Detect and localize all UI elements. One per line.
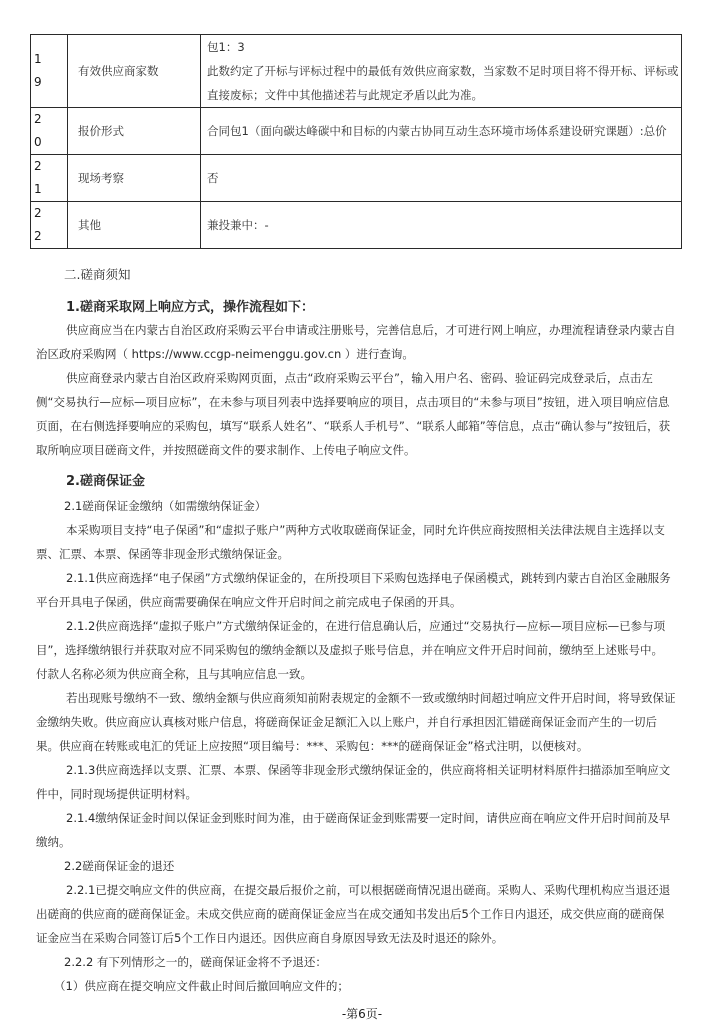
list-item: （1）供应商在提交响应文件截止时间后撤回响应文件的； xyxy=(54,979,349,993)
paragraph: 侧“交易执行—应标—项目应标”，在未参与项目列表中选择要响应的项目，点击项目的“未参与项目”按钮，进入项目响应信息 xyxy=(36,395,670,409)
row-label: 现场考察 xyxy=(68,155,201,202)
paragraph: 平台开具电子保函，供应商需要确保在响应文件开启时间之前完成电子保函的开具。 xyxy=(36,595,462,609)
subheading: 2.1磋商保证金缴纳（如需缴纳保证金） xyxy=(64,499,267,513)
table-row xyxy=(31,35,682,108)
heading-online-response: 1.磋商采取网上响应方式，操作流程如下： xyxy=(66,300,314,315)
heading-deposit: 2.磋商保证金 xyxy=(66,474,145,489)
row-number: 2 2 xyxy=(31,202,68,249)
row-number: 2 0 xyxy=(31,108,68,155)
paragraph: 2.1.2供应商选择“虚拟子账户”方式缴纳保证金的，在进行信息确认后，应通过“交易执行—应标—项目应标—已参与项 xyxy=(66,619,666,633)
subheading: 2.2磋商保证金的退还 xyxy=(64,859,175,873)
paragraph: 页面，在右侧选择要响应的采购包，填写“联系人姓名”、“联系人手机号”、“联系人邮箱”等信息，点击“确认参与”按钮后，获 xyxy=(36,419,671,433)
table-row xyxy=(31,155,682,202)
paragraph: 票、汇票、本票、保函等非现金形式缴纳保证金。 xyxy=(36,547,289,561)
table-row xyxy=(31,108,682,155)
info-table xyxy=(30,34,682,249)
paragraph: 付款人名称必须为供应商全称，且与其响应信息一致。 xyxy=(36,667,312,681)
paragraph: 2.1.4缴纳保证金时间以保证金到账时间为准，由于磋商保证金到账需要一定时间，请供应商在响应文件开启时间前及早 xyxy=(66,811,671,825)
row-label: 报价形式 xyxy=(68,108,201,155)
paragraph: 本采购项目支持“电子保函”和“虚拟子账户”两种方式收取磋商保证金，同时允许供应商按照相关法律法规自主选择以支 xyxy=(66,523,665,537)
page-number: -第6页- xyxy=(341,1007,383,1021)
row-value: 否 xyxy=(201,155,682,202)
row-label: 有效供应商家数 xyxy=(68,35,201,108)
paragraph: 果。供应商在转账或电汇的凭证上应按照“项目编号：***、采购包：***的磋商保证金”格式注明，以便核对。 xyxy=(36,739,589,753)
row-value: 合同包1（面向碳达峰碳中和目标的内蒙古协同互动生态环境市场体系建设研究课题）:总价 xyxy=(201,108,682,155)
paragraph: 供应商登录内蒙古自治区政府采购网页面，点击“政府采购云平台”，输入用户名、密码、验证码完成登录后，点击左 xyxy=(66,371,653,385)
subheading: 2.2.2 有下列情形之一的，磋商保证金将不予退还： xyxy=(64,955,327,969)
paragraph: 2.2.1已提交响应文件的供应商，在提交最后报价之前，可以根据磋商情况退出磋商。采购人、采购代理机构应当退还退 xyxy=(66,883,671,897)
row-number: 1 9 xyxy=(31,35,68,108)
table-row xyxy=(31,202,682,249)
paragraph: 取所响应项目磋商文件，并按照磋商文件的要求制作、上传电子响应文件。 xyxy=(36,443,416,457)
paragraph: 证金应当在采购合同签订后5个工作日内退还。因供应商自身原因导致无法及时退还的除外。 xyxy=(36,931,504,945)
paragraph: 2.1.1供应商选择“电子保函”方式缴纳保证金的，在所投项目下采购包选择电子保函模式，跳转到内蒙古自治区金融服务 xyxy=(66,571,671,585)
paragraph: 缴纳。 xyxy=(36,835,71,849)
section-title: 二.磋商须知 xyxy=(64,267,131,282)
row-value: 包1：3 此数约定了开标与评标过程中的最低有效供应商家数，当家数不足时项目将不得开标、评标或 直接废标；文件中其他描述若与此规定矛盾以此为准。 xyxy=(201,35,682,108)
row-value: 兼投兼中：- xyxy=(201,202,682,249)
paragraph: 2.1.3供应商选择以支票、汇票、本票、保函等非现金形式缴纳保证金的，供应商将相关证明材料原件扫描添加至响应文 xyxy=(66,763,671,777)
paragraph: 目”，选择缴纳银行并获取对应不同采购包的缴纳金额以及虚拟子账号信息，并在响应文件开启时间前，缴纳至上述账号中。 xyxy=(36,643,663,657)
paragraph: 供应商应当在内蒙古自治区政府采购云平台申请或注册账号，完善信息后，才可进行网上响应，办理流程请登录内蒙古自 xyxy=(66,323,676,337)
row-number: 2 1 xyxy=(31,155,68,202)
paragraph: 金缴纳失败。供应商应认真核对账户信息，将磋商保证金足额汇入以上账户，并自行承担因汇错磋商保证金而产生的一切后 xyxy=(36,715,657,729)
row-label: 其他 xyxy=(68,202,201,249)
paragraph: 出磋商的供应商的磋商保证金。未成交供应商的磋商保证金应当在成交通知书发出后5个工作日内退还，成交供应商的磋商保 xyxy=(36,907,665,921)
paragraph: 治区政府采购网（ https://www.ccgp-neimenggu.gov.cn ）进行查询。 xyxy=(36,347,414,361)
paragraph: 件中，同时现场提供证明材料。 xyxy=(36,787,197,801)
paragraph: 若出现账号缴纳不一致、缴纳金额与供应商须知前附表规定的金额不一致或缴纳时间超过响应文件开启时间，将导致保证 xyxy=(66,691,676,705)
